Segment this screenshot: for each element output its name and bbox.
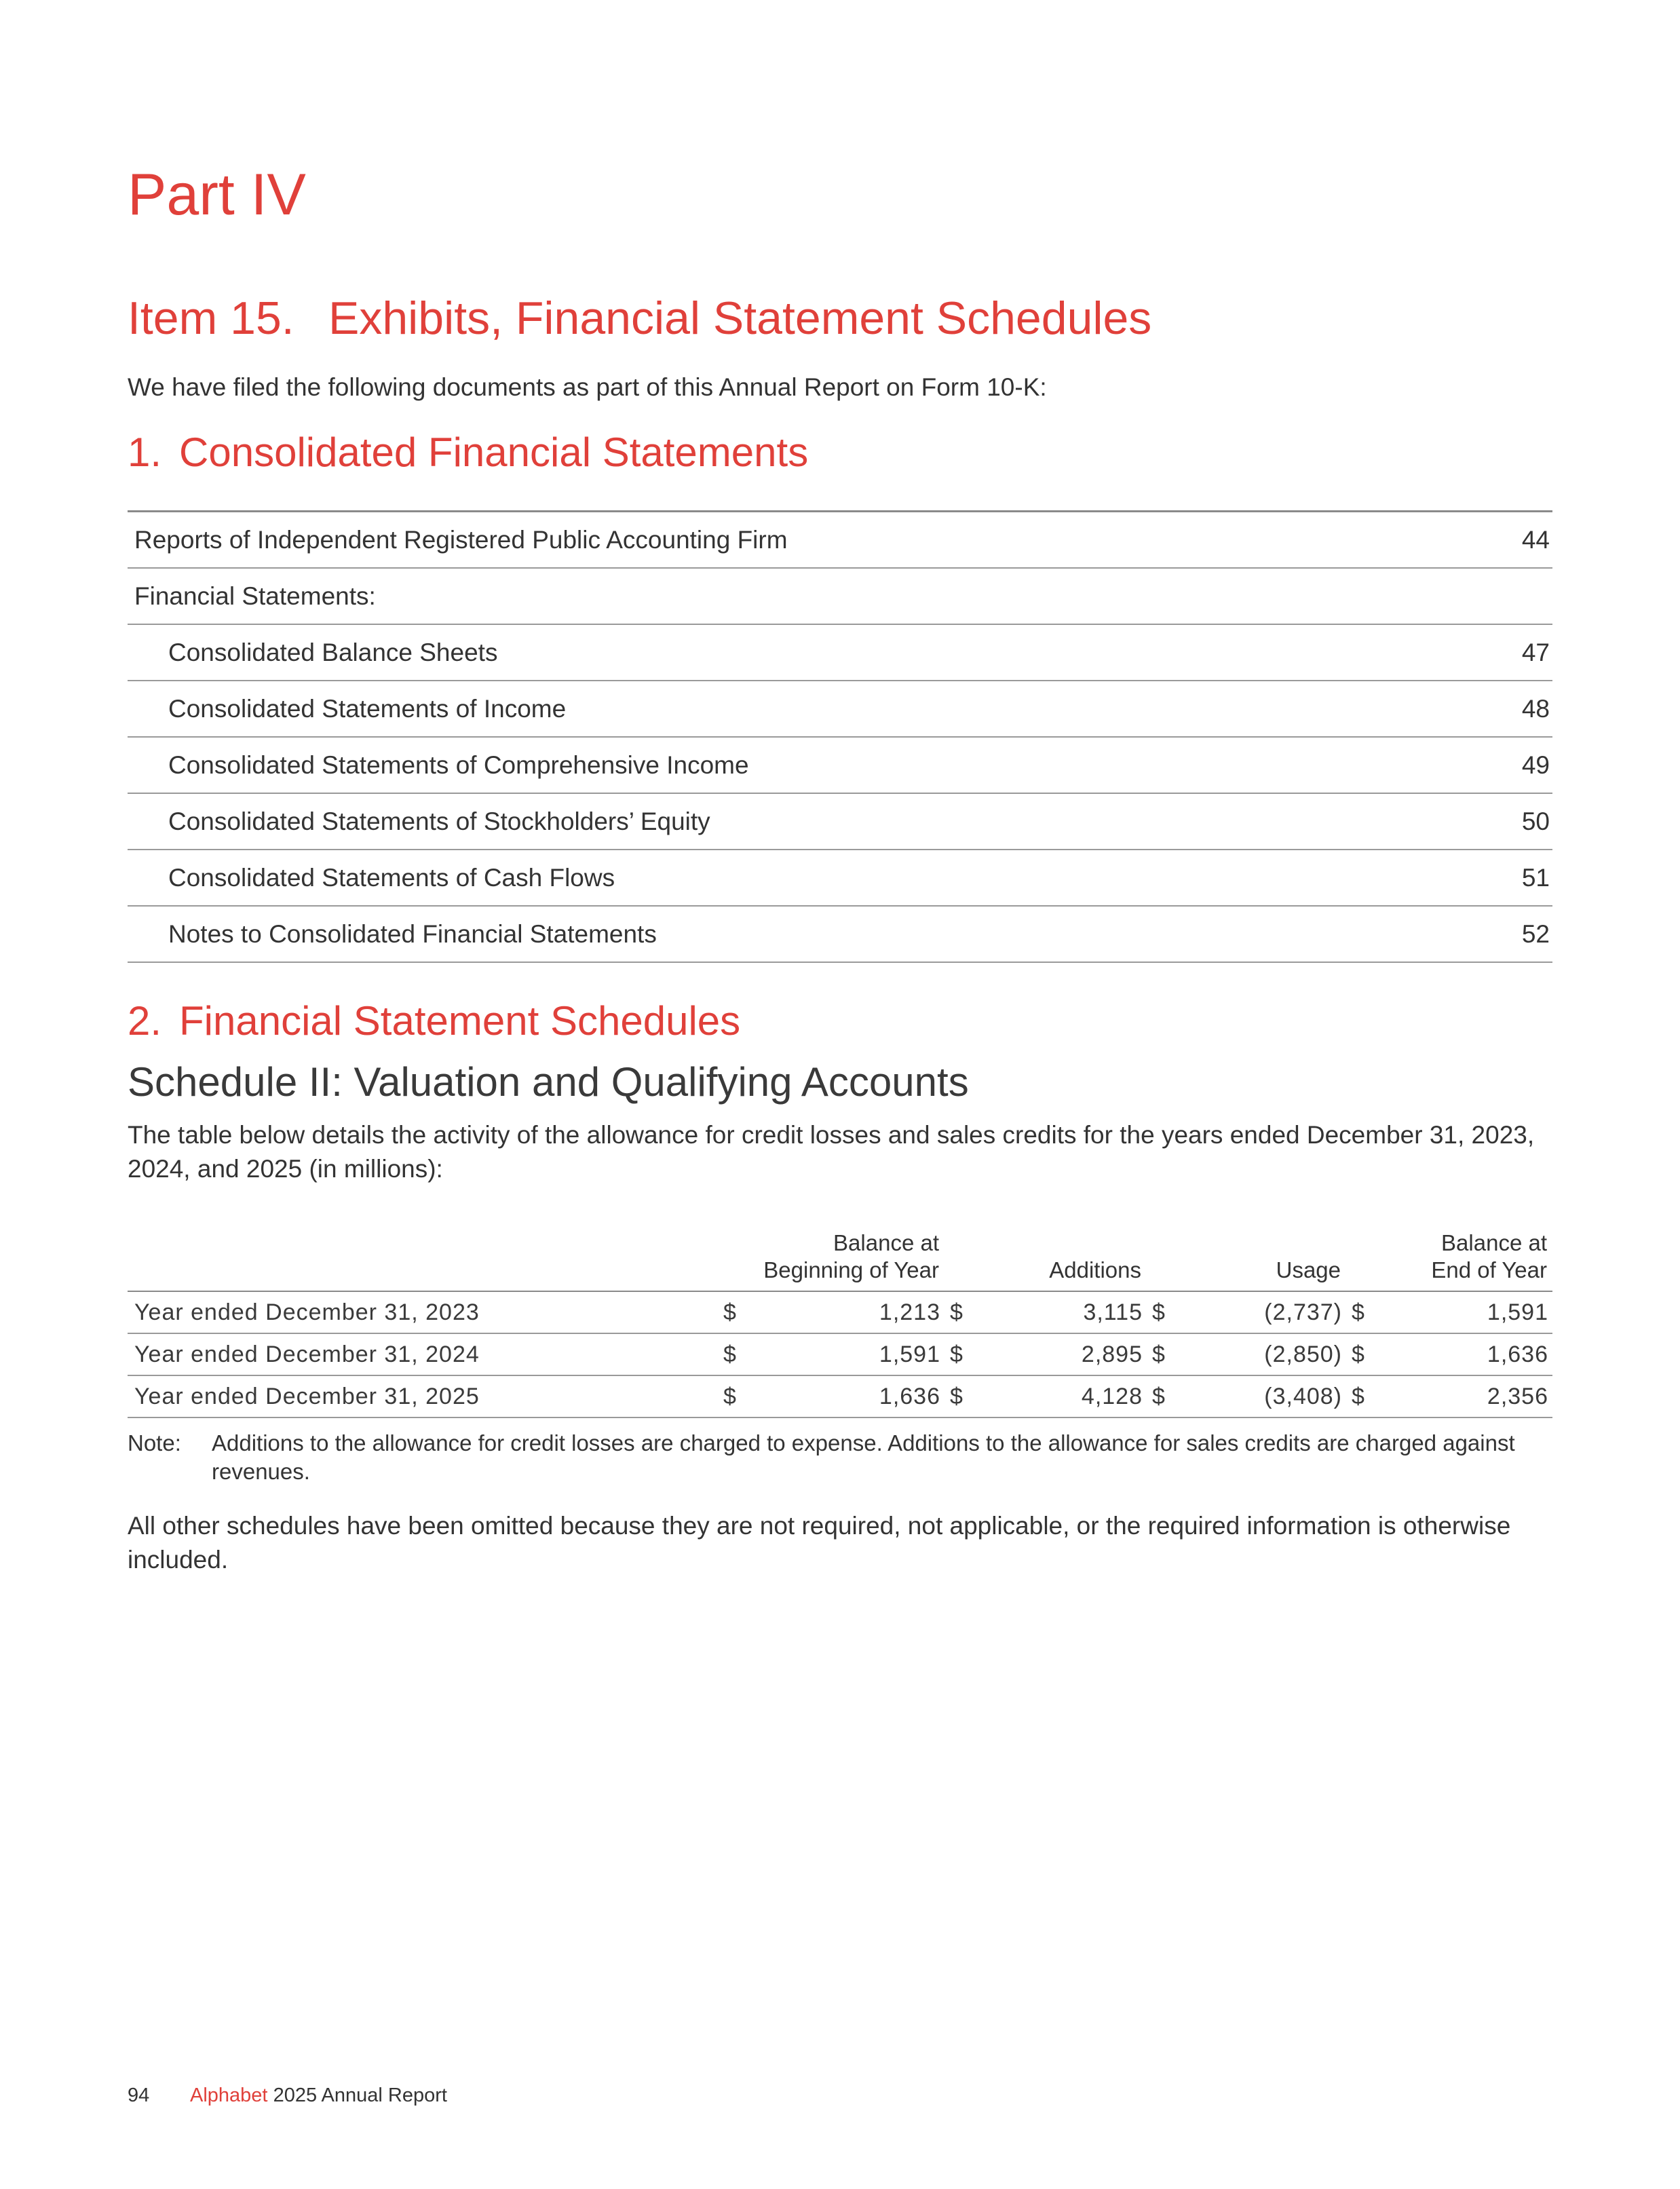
statements-index <box>128 510 1552 963</box>
toc-page: 52 <box>1521 919 1550 948</box>
toc-label: Consolidated Balance Sheets <box>168 638 498 666</box>
toc-row <box>128 625 1552 681</box>
currency-symbol: $ <box>1346 1291 1380 1333</box>
row-label: Year ended December 31, 2023 <box>128 1291 718 1333</box>
item-heading <box>128 292 1151 345</box>
currency-symbol: $ <box>944 1333 978 1375</box>
additions-value: 2,895 <box>978 1333 1147 1375</box>
header-end-line2: End of Year <box>1431 1257 1547 1282</box>
closing-text: All other schedules have been omitted because they are not required, not applicable, or the required information is otherwise included. <box>128 1512 1511 1574</box>
header-end-line1: Balance at <box>1441 1230 1547 1255</box>
currency-symbol: $ <box>1346 1375 1380 1417</box>
section-2-number: 2. <box>128 998 162 1044</box>
header-beginning-line2: Beginning of Year <box>763 1257 939 1282</box>
header-beginning-line1: Balance at <box>833 1230 939 1255</box>
toc-row <box>128 907 1552 963</box>
header-usage: Usage <box>1147 1230 1346 1291</box>
currency-symbol: $ <box>1147 1333 1181 1375</box>
row-label: Year ended December 31, 2025 <box>128 1375 718 1417</box>
toc-page: 44 <box>1521 525 1550 554</box>
usage-value: (2,737) <box>1181 1291 1346 1333</box>
header-additions: Additions <box>944 1230 1147 1291</box>
page-footer <box>128 2085 447 2107</box>
additions-value: 3,115 <box>978 1291 1147 1333</box>
toc-label: Reports of Independent Registered Public Accounting Firm <box>134 525 788 554</box>
toc-page: 48 <box>1521 694 1550 723</box>
section-2-title: Financial Statement Schedules <box>179 998 741 1044</box>
schedule-description: The table below details the activity of the allowance for credit losses and sales credits for the years ended December 31, 2023, 2024, and 2025 (in millions): <box>128 1121 1535 1183</box>
table-row <box>128 1375 1552 1417</box>
currency-symbol: $ <box>1346 1333 1380 1375</box>
toc-label: Consolidated Statements of Income <box>168 694 567 723</box>
beginning-balance: 1,636 <box>752 1375 944 1417</box>
toc-row <box>128 850 1552 907</box>
note-text: Additions to the allowance for credit losses are charged to expense. Additions to the allowance for sales credits are charged against revenues. <box>212 1430 1515 1484</box>
currency-symbol: $ <box>944 1291 978 1333</box>
toc-label: Financial Statements: <box>134 582 376 610</box>
toc-label: Notes to Consolidated Financial Statements <box>168 919 657 948</box>
item-title: Exhibits, Financial Statement Schedules <box>328 292 1152 344</box>
usage-value: (3,408) <box>1181 1375 1346 1417</box>
end-balance: 2,356 <box>1380 1375 1552 1417</box>
header-beginning-balance <box>718 1230 944 1291</box>
currency-symbol: $ <box>718 1333 752 1375</box>
toc-page: 47 <box>1521 638 1550 666</box>
table-note <box>128 1429 1552 1486</box>
table-header-row <box>128 1230 1552 1291</box>
row-label: Year ended December 31, 2024 <box>128 1333 718 1375</box>
report-name: 2025 Annual Report <box>273 2085 447 2106</box>
end-balance: 1,591 <box>1380 1291 1552 1333</box>
toc-page: 51 <box>1521 863 1550 892</box>
toc-row <box>128 681 1552 738</box>
intro-text: We have filed the following documents as part of this Annual Report on Form 10-K: <box>128 373 1047 401</box>
toc-label: Consolidated Statements of Cash Flows <box>168 863 615 892</box>
note-label: Note: <box>128 1430 181 1455</box>
beginning-balance: 1,591 <box>752 1333 944 1375</box>
currency-symbol: $ <box>944 1375 978 1417</box>
brand-name: Alphabet <box>190 2085 268 2106</box>
section-1-heading <box>128 429 808 476</box>
toc-row <box>128 738 1552 794</box>
beginning-balance: 1,213 <box>752 1291 944 1333</box>
section-1-number: 1. <box>128 430 162 475</box>
toc-page: 50 <box>1521 807 1550 835</box>
currency-symbol: $ <box>718 1375 752 1417</box>
currency-symbol: $ <box>718 1291 752 1333</box>
end-balance: 1,636 <box>1380 1333 1552 1375</box>
currency-symbol: $ <box>1147 1291 1181 1333</box>
additions-value: 4,128 <box>978 1375 1147 1417</box>
toc-label: Consolidated Statements of Stockholders’ Equity <box>168 807 710 835</box>
header-end-balance <box>1346 1230 1552 1291</box>
toc-row <box>128 794 1552 850</box>
toc-label: Consolidated Statements of Comprehensive Income <box>168 750 749 779</box>
section-2-heading <box>128 997 740 1044</box>
valuation-table <box>128 1230 1552 1418</box>
toc-row <box>128 512 1552 569</box>
table-row <box>128 1291 1552 1333</box>
page-number: 94 <box>128 2085 150 2106</box>
part-title: Part IV <box>128 162 306 227</box>
toc-page: 49 <box>1521 750 1550 779</box>
schedule-title: Schedule II: Valuation and Qualifying Accounts <box>128 1059 969 1105</box>
toc-row <box>128 569 1552 625</box>
item-number: Item 15. <box>128 292 294 344</box>
section-1-title: Consolidated Financial Statements <box>179 430 809 475</box>
currency-symbol: $ <box>1147 1375 1181 1417</box>
table-row <box>128 1333 1552 1375</box>
usage-value: (2,850) <box>1181 1333 1346 1375</box>
